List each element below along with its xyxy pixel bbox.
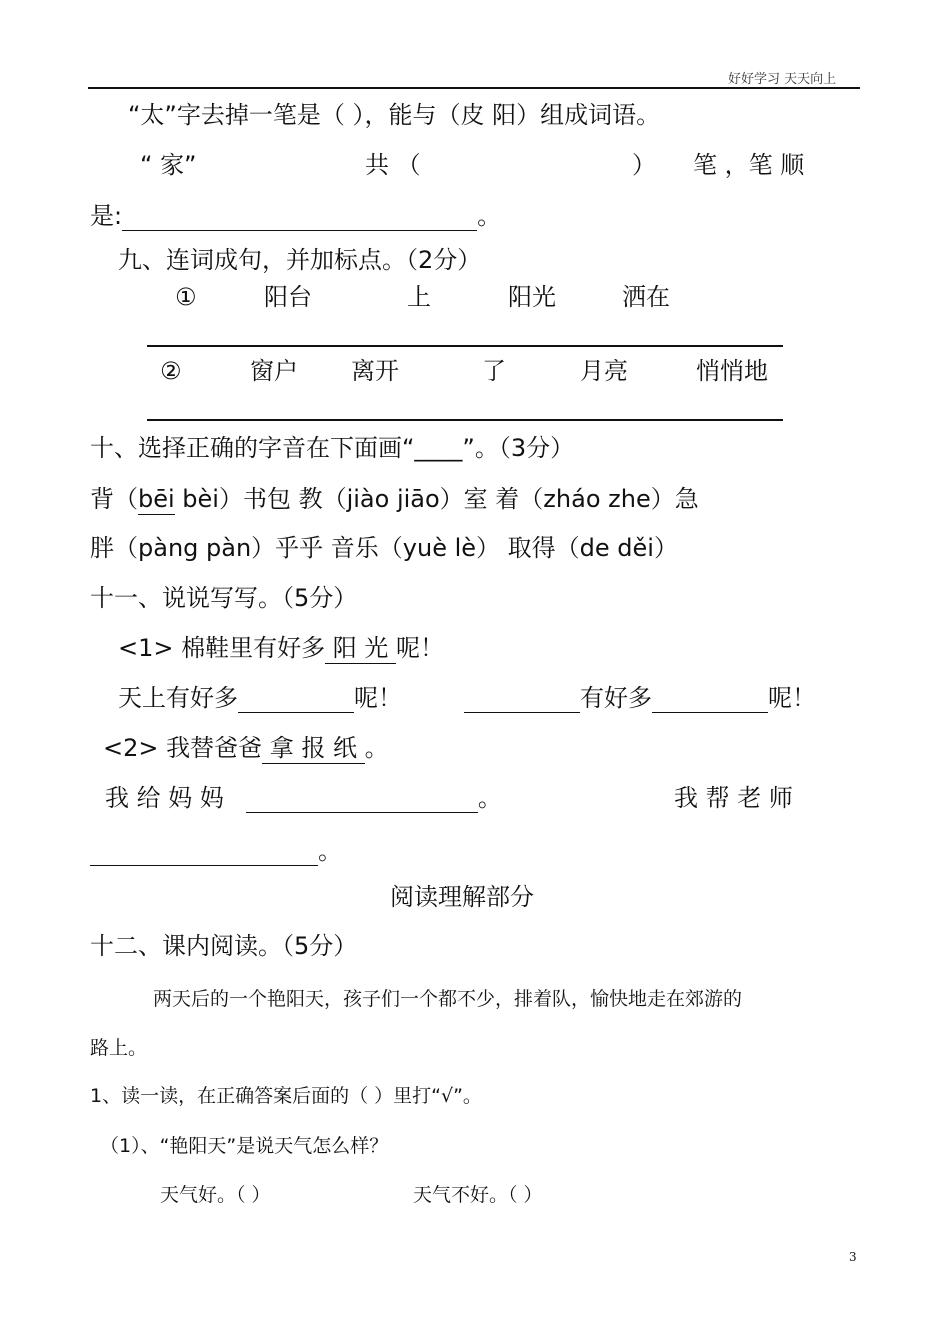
answer-blank-bishun[interactable]: [122, 206, 477, 231]
q11-p1-d: 呢！: [768, 684, 816, 712]
page-header-text: 好好学习 天天向上: [728, 72, 837, 87]
q11-p1-a: 天上有好多: [118, 684, 238, 712]
answer-blank-2[interactable]: [464, 688, 580, 713]
answer-blank-4[interactable]: [246, 788, 478, 813]
q10-row1-rest: bèi）书包 教（jiào jiāo）室 着（zháo zhe）急: [174, 485, 699, 513]
q11-ex2-end: 。: [364, 734, 389, 762]
q9-word-3: 上: [407, 283, 431, 311]
q9-word-7: 窗户: [250, 357, 298, 385]
q11-practice-2a: [105, 783, 502, 813]
q11-p2-b: 。: [477, 784, 502, 812]
q9-answer-line-1[interactable]: [147, 345, 783, 347]
page-number: 3: [849, 1250, 857, 1264]
q9-word-5: 洒在: [622, 283, 670, 311]
answer-blank-5[interactable]: [90, 841, 318, 866]
q10-row1-start: 背（: [90, 485, 138, 513]
q11-p2-c: 我 帮 老 师: [674, 784, 793, 812]
sub-question-1-1: （1）、“艳阳天”是说天气怎么样？: [100, 1135, 389, 1157]
q11-practice-1: [118, 683, 816, 713]
q9-word-9: 了: [482, 357, 506, 385]
q9-answer-line-2[interactable]: [147, 419, 783, 421]
line-shi-end: 。: [477, 202, 502, 230]
answer-option-bad[interactable]: 天气不好。（ ）: [413, 1184, 543, 1206]
q11-p1-c: 有好多: [580, 684, 652, 712]
question-12-title: 十二、课内阅读。（5分）: [90, 932, 358, 960]
q9-word-1: ①: [175, 283, 197, 311]
answer-blank-3[interactable]: [652, 688, 768, 713]
q11-example-1: [118, 633, 444, 663]
question-11-title: 十一、说说写写。（5分）: [90, 584, 358, 612]
line-jia-d: 笔 ，笔 顺: [693, 151, 805, 179]
q11-ex2-underlined: 拿 报 纸: [262, 734, 365, 762]
q9-word-2: 阳台: [264, 283, 312, 311]
line-shi: [90, 201, 501, 231]
q11-ex2-start: <2> 我替爸爸: [103, 734, 263, 762]
q11-p2-a: 我 给 妈 妈: [105, 784, 224, 812]
line-shi-label: 是:: [90, 202, 123, 230]
line-jia-b: 共 （: [365, 151, 421, 179]
q9-word-8: 离开: [351, 357, 399, 385]
q11-ex1-end: 呢！: [396, 634, 445, 662]
q11-ex1-underlined: 阳 光: [325, 634, 397, 662]
q10-row-1: [90, 484, 699, 514]
question-10-title: 十、选择正确的字音在下面画“____”。（3分）: [90, 434, 575, 462]
q11-p1-b: 呢！: [354, 684, 402, 712]
q11-practice-2b: [90, 836, 342, 866]
q10-underlined-answer[interactable]: bēi: [138, 485, 175, 513]
reading-passage-line-2: 路上。: [90, 1037, 148, 1059]
q9-word-6: ②: [160, 357, 182, 385]
q11-example-2: [103, 733, 389, 763]
section-title: 阅读理解部分: [390, 883, 534, 911]
q11-ex1-start: <1> 棉鞋里有好多: [118, 634, 326, 662]
reading-passage-line-1: 两天后的一个艳阳天，孩子们一个都不少，排着队，愉快地走在郊游的: [153, 988, 743, 1010]
line-jia-c: ）: [632, 151, 656, 179]
answer-option-good[interactable]: 天气好。（ ）: [160, 1184, 271, 1206]
line-tai-zi: “太”字去掉一笔是（ ），能与（皮 阳）组成词语。: [128, 101, 661, 129]
answer-blank-1[interactable]: [238, 688, 354, 713]
q10-row-2: 胖（pàng pàn）乎乎 音乐（yuè lè） 取得（de děi）: [90, 534, 678, 562]
header-rule: [88, 87, 860, 89]
q9-word-11: 悄悄地: [696, 357, 768, 385]
line-jia-a: “ 家”: [140, 151, 197, 179]
sub-question-1: 1、读一读，在正确答案后面的（ ）里打“√”。: [90, 1085, 482, 1107]
q9-word-4: 阳光: [508, 283, 556, 311]
question-9-title: 九、连词成句，并加标点。（2分）: [118, 246, 482, 274]
q11-p2-end: 。: [318, 837, 342, 865]
q9-word-10: 月亮: [580, 357, 628, 385]
